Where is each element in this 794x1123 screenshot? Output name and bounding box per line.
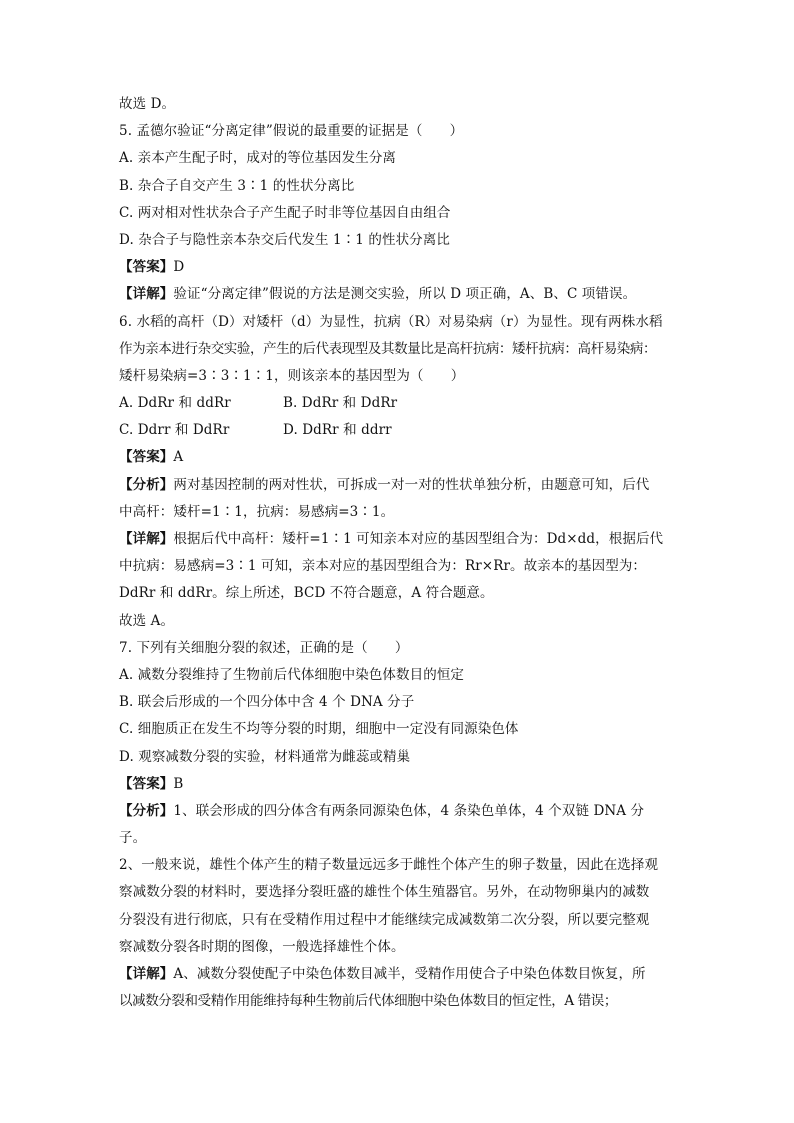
text: D. 杂合子与隐性亲本杂交后代发生 1∶1 的性状分离比 — [119, 231, 450, 248]
text: B. 杂合子自交产生 3∶1 的性状分离比 — [119, 177, 355, 194]
question-5-stem — [119, 118, 679, 145]
detail-tag: 【详解】 — [119, 966, 174, 982]
question-7-option-a — [119, 662, 679, 689]
question-6-answer — [119, 444, 679, 471]
question-6-analysis-line-1 — [119, 472, 679, 499]
text: 分裂没有进行彻底，只有在受精作用过程中才能继续完成减数第二次分裂，所以要完整观 — [119, 911, 650, 928]
question-5-detail — [119, 281, 679, 308]
analysis-tag: 【分析】 — [119, 802, 174, 819]
question-5-option-c — [119, 200, 679, 227]
answer-value: A — [173, 449, 184, 466]
question-7-paragraph-2-line-3 — [119, 907, 679, 934]
question-6-option-b: B. DdRr 和 DdRr — [283, 395, 398, 412]
question-5-option-a — [119, 145, 679, 172]
text: 7. 下列有关细胞分裂的叙述，正确的是（ ） — [119, 639, 409, 656]
text: 察减数分裂各时期的图像，一般选择雄性个体。 — [119, 938, 405, 955]
text: A、减数分裂使配子中染色体数目减半，受精作用使合子中染色体数目恢复，所 — [173, 966, 646, 982]
question-6-option-c: C. Ddrr 和 DdRr — [119, 422, 230, 439]
text: B. 联会后形成的一个四分体中含 4 个 DNA 分子 — [119, 694, 415, 711]
detail-tag: 【详解】 — [119, 531, 174, 547]
question-7-detail-line-1 — [119, 961, 679, 988]
question-7-paragraph-2-line-2 — [119, 879, 679, 906]
question-7-paragraph-2-line-1 — [119, 852, 679, 879]
text: 以减数分裂和受精作用能维持每种生物前后代体细胞中染色体数目的恒定性，A 错误； — [119, 993, 617, 1010]
answer-selection-prev — [119, 91, 679, 118]
question-5-answer — [119, 254, 679, 281]
text: DdRr 和 ddRr。综上所述，BCD 不符合题意，A 符合题意。 — [119, 585, 494, 602]
document-body — [119, 91, 679, 1015]
text: 子。 — [119, 830, 147, 847]
question-6-stem-line-1 — [119, 309, 679, 336]
text: 两对基因控制的两对性状，可拆成一对一对的性状单独分析，由题意可知，后代 — [173, 476, 650, 493]
question-6-option-d: D. DdRr 和 ddrr — [283, 422, 392, 439]
question-7-answer — [119, 771, 679, 798]
question-5-option-b — [119, 173, 679, 200]
text: 矮杆易染病=3∶3∶1∶1，则该亲本的基因型为（ ） — [119, 367, 465, 384]
text: 故选 D。 — [119, 96, 176, 112]
question-6-analysis-line-2 — [119, 499, 679, 526]
text: 5. 孟德尔验证“分离定律”假说的最重要的证据是（ ） — [119, 123, 464, 140]
analysis-tag: 【分析】 — [119, 476, 174, 493]
question-6-detail-line-2 — [119, 553, 679, 580]
question-7-detail-line-2 — [119, 988, 679, 1015]
answer-tag: 【答案】 — [119, 775, 174, 792]
question-6-detail-line-1 — [119, 526, 679, 553]
question-7-paragraph-2-line-4 — [119, 934, 679, 961]
text: 1、联会形成的四分体含有两条同源染色体，4 条染色单体，4 个双链 DNA 分 — [173, 802, 645, 819]
text: 故选 A。 — [119, 612, 175, 629]
question-6-selection — [119, 608, 679, 635]
text: 察减数分裂的材料时，要选择分裂旺盛的雄性个体生殖器官。另外，在动物卵巢内的减数 — [119, 884, 650, 901]
text: 2、一般来说，雄性个体产生的精子数量远远多于雌性个体产生的卵子数量，因此在选择观 — [119, 857, 659, 874]
question-6-options-row-1 — [119, 390, 679, 417]
question-6-stem-line-2 — [119, 336, 679, 363]
question-7-analysis-line-2 — [119, 825, 679, 852]
text: A. 减数分裂维持了生物前后代体细胞中染色体数目的恒定 — [119, 666, 465, 683]
question-6-options-row-2 — [119, 417, 679, 444]
question-7-analysis-line-1 — [119, 798, 679, 825]
question-6-stem-line-3 — [119, 363, 679, 390]
answer-value: B — [173, 775, 184, 792]
text: 作为亲本进行杂交实验，产生的后代表现型及其数量比是高杆抗病：矮杆抗病：高杆易染病： — [119, 340, 657, 357]
text: C. 两对相对性状杂合子产生配子时非等位基因自由组合 — [119, 204, 451, 221]
answer-tag: 【答案】 — [119, 449, 174, 466]
text: 6. 水稻的高杆（D）对矮杆（d）为显性，抗病（R）对易染病（r）为显性。现有两株水稻 — [119, 313, 663, 330]
question-6-option-a: A. DdRr 和 ddRr — [119, 395, 231, 412]
question-6-detail-line-3 — [119, 580, 679, 607]
text: C. 细胞质正在发生不均等分裂的时期，细胞中一定没有同源染色体 — [119, 721, 519, 738]
answer-tag: 【答案】 — [119, 259, 174, 276]
text: A. 亲本产生配子时，成对的等位基因发生分离 — [119, 150, 397, 167]
text: D. 观察减数分裂的实验，材料通常为雌蕊或精巢 — [119, 748, 411, 765]
question-7-option-b — [119, 689, 679, 716]
question-7-stem — [119, 635, 679, 662]
question-7-option-d — [119, 744, 679, 771]
detail-text: 验证“分离定律”假说的方法是测交实验，所以 D 项正确，A、B、C 项错误。 — [173, 286, 637, 303]
question-5-option-d — [119, 227, 679, 254]
detail-tag: 【详解】 — [119, 286, 174, 303]
text: 根据后代中高杆：矮杆=1∶1 可知亲本对应的基因型组合为：Dd×dd，根据后代 — [173, 531, 664, 547]
answer-value: D — [173, 259, 185, 276]
text: 中抗病：易感病=3∶1 可知，亲本对应的基因型组合为：Rr×Rr。故亲本的基因型为： — [119, 558, 647, 575]
question-7-option-c — [119, 716, 679, 743]
text: 中高杆：矮杆=1∶1，抗病：易感病=3∶1。 — [119, 503, 395, 520]
